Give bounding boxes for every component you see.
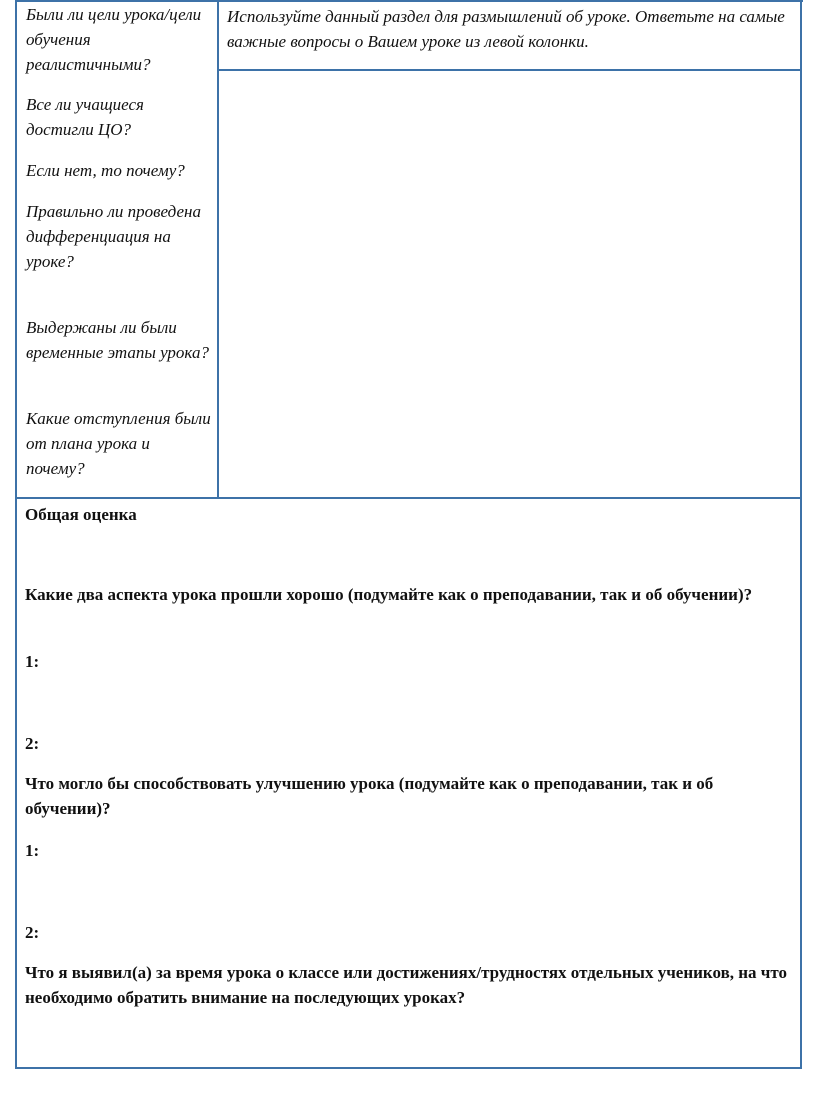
went-well-item-1: 1: [25, 652, 40, 671]
reflection-question-goals: Были ли цели урока/цели обучения реалистичными? [26, 5, 202, 74]
table-border-bottom [15, 1067, 802, 1069]
overall-question-observations: Что я выявил(а) за время урока о классе или достижениях/трудностях отдельных учеников, на что необходимо обратить внимание на последующих уроках? [25, 963, 788, 1007]
reflection-question-differentiation: Правильно ли проведена дифференциация на уроке? [26, 202, 201, 271]
improve-item-2: 2: [25, 923, 40, 942]
improve-item-1: 1: [25, 841, 40, 860]
section-divider [15, 497, 802, 499]
reflection-answer-area[interactable] [219, 71, 800, 497]
reflection-question-goals-achieved: Все ли учащиеся достигли ЦО? [26, 95, 144, 139]
reflection-question-timing: Выдержаны ли были временные этапы урока? [26, 318, 209, 362]
table-border-left [15, 0, 17, 1069]
overall-question-went-well: Какие два аспекта урока прошли хорошо (подумайте как о преподавании, так и об обучении)? [25, 585, 753, 604]
reflection-question-deviations: Какие отступления были от плана урока и почему? [26, 409, 211, 478]
reflection-instruction: Используйте данный раздел для размышлений об уроке. Ответьте на самые важные вопросы о Вашем уроке из левой колонки. [227, 7, 785, 51]
overall-question-improve: Что могло бы способствовать улучшению урока (подумайте как о преподавании, так и об обучении)? [25, 774, 714, 818]
reflection-question-why-not: Если нет, то почему? [26, 161, 185, 180]
table-border-right [800, 0, 802, 1069]
went-well-item-2: 2: [25, 734, 40, 753]
overall-heading: Общая оценка [25, 505, 137, 524]
